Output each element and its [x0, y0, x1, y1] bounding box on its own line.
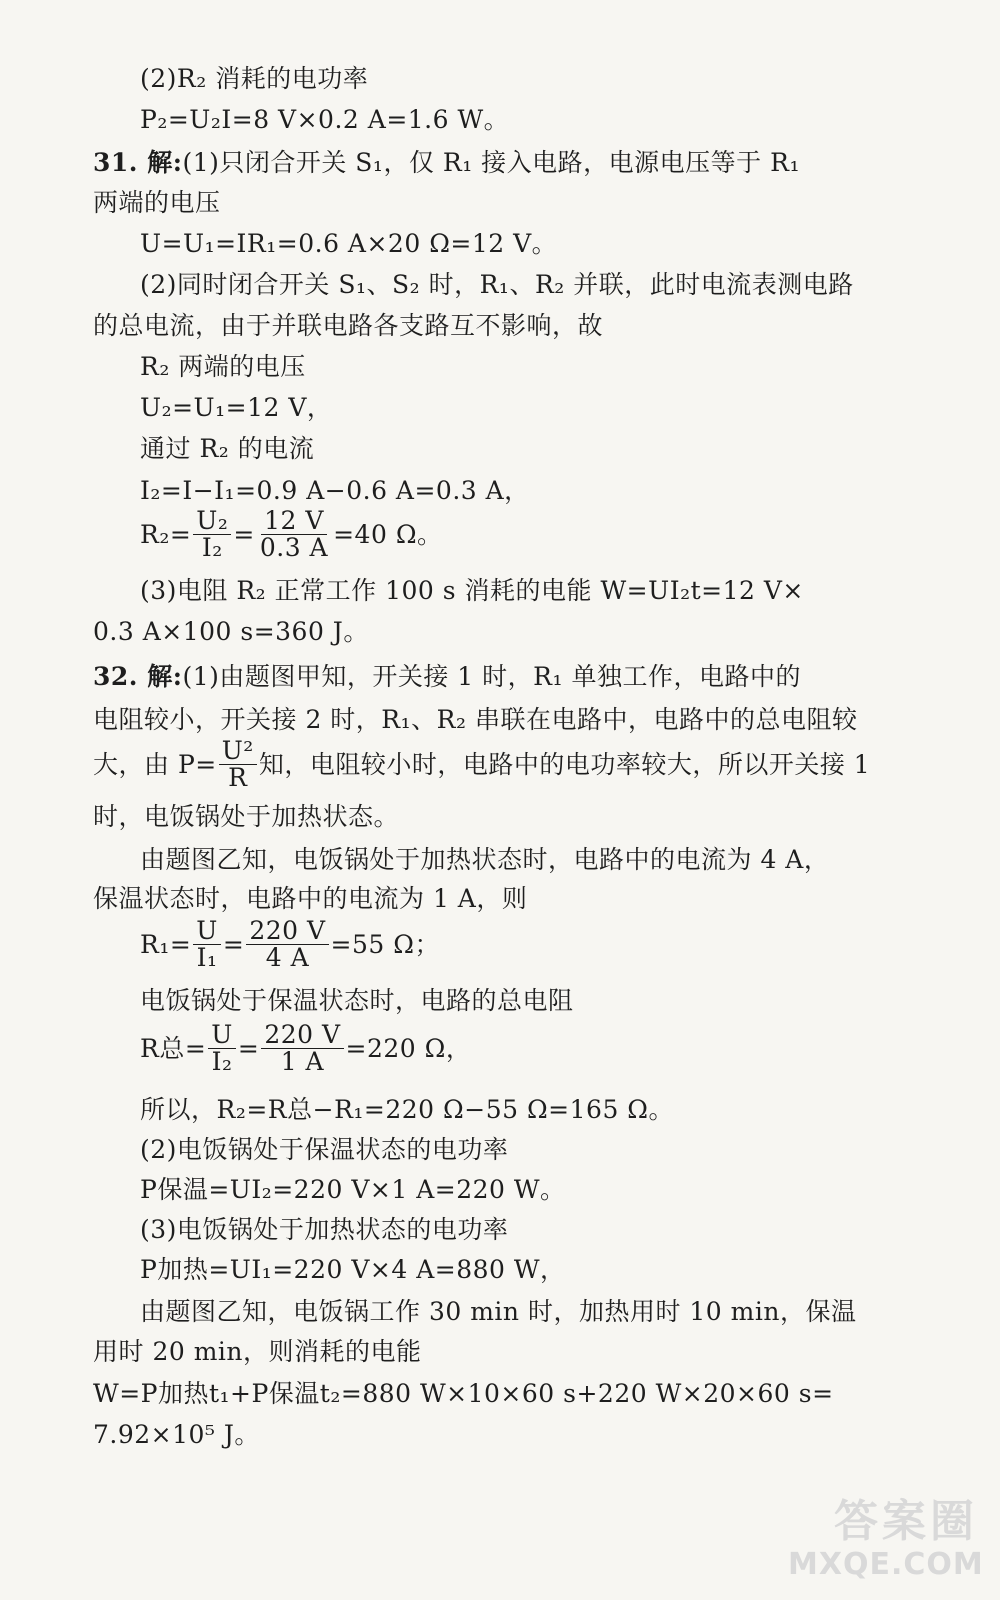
- formula-text: R₁=: [140, 929, 192, 959]
- fraction: [193, 918, 221, 971]
- text-line: (2)R₂ 消耗的电功率: [140, 64, 369, 93]
- formula-text: R总=: [140, 1033, 207, 1063]
- formula-text: =55 Ω；: [330, 929, 440, 959]
- text-line: P₂=U₂I=8 V×0.2 A=1.6 W。: [140, 105, 510, 134]
- watermark-logo-text: 答案圈: [834, 1496, 978, 1547]
- text-line: R₂ 两端的电压: [140, 352, 306, 381]
- fraction: [246, 918, 328, 971]
- formula-text: =: [222, 929, 245, 959]
- numerator: 12 V: [261, 508, 327, 535]
- watermark-logo: [788, 1496, 984, 1588]
- formula-text: 大，由 P=: [93, 749, 217, 779]
- text-line: 两端的电压: [93, 188, 221, 217]
- denominator: 0.3 A: [259, 533, 329, 562]
- question-31-line: [93, 146, 800, 180]
- text-line: I₂=I−I₁=0.9 A−0.6 A=0.3 A，: [140, 476, 530, 505]
- denominator: I₁: [196, 943, 218, 972]
- text-line: P加热=UI₁=220 V×4 A=880 W，: [140, 1255, 566, 1284]
- formula-text: =40 Ω。: [333, 519, 443, 549]
- text-line: 通过 R₂ 的电流: [140, 434, 315, 463]
- fraction: [208, 1022, 236, 1075]
- text-span: (1)只闭合开关 S₁，仅 R₁ 接入电路，电源电压等于 R₁: [182, 148, 800, 177]
- formula-text: =220 Ω，: [345, 1033, 472, 1063]
- watermark-url: MXQE.COM: [788, 1547, 984, 1582]
- text-line: 所以，R₂=R总−R₁=220 Ω−55 Ω=165 Ω。: [140, 1095, 675, 1124]
- text-line: 用时 20 min，则消耗的电能: [93, 1337, 422, 1366]
- formula-power: [93, 738, 870, 791]
- formula-r2: [140, 508, 443, 561]
- formula-r1: [140, 918, 440, 971]
- text-line: (2)同时闭合开关 S₁、S₂ 时，R₁、R₂ 并联，此时电流表测电路: [140, 270, 854, 299]
- question-number: 32. 解:: [93, 662, 183, 691]
- text-span: (1)由题图甲知，开关接 1 时，R₁ 单独工作，电路中的: [182, 662, 801, 691]
- text-line: (2)电饭锅处于保温状态的电功率: [140, 1135, 509, 1164]
- denominator: I₂: [201, 533, 223, 562]
- fraction: [193, 508, 231, 561]
- text-line: 7.92×10⁵ J。: [93, 1420, 260, 1449]
- text-line: (3)电阻 R₂ 正常工作 100 s 消耗的电能 W=UI₂t=12 V×: [140, 576, 804, 605]
- question-32-line: [93, 660, 801, 694]
- formula-text: =: [233, 519, 255, 549]
- denominator: R: [228, 763, 248, 792]
- text-line: 保温状态时，电路中的电流为 1 A，则: [93, 884, 528, 913]
- numerator: U: [193, 918, 221, 945]
- text-line: 电阻较小，开关接 2 时，R₁、R₂ 串联在电路中，电路中的总电阻较: [93, 705, 858, 734]
- denominator: I₂: [211, 1047, 233, 1076]
- denominator: 1 A: [280, 1047, 325, 1076]
- numerator: U: [208, 1022, 236, 1049]
- text-line: W=P加热t₁+P保温t₂=880 W×10×60 s+220 W×20×60 s=: [93, 1379, 834, 1408]
- formula-text: R₂=: [140, 519, 192, 549]
- formula-rtotal: [140, 1022, 471, 1075]
- numerator: 220 V: [246, 918, 328, 945]
- text-line: 电饭锅处于保温状态时，电路的总电阻: [140, 986, 574, 1015]
- text-line: (3)电饭锅处于加热状态的电功率: [140, 1215, 509, 1244]
- formula-text: =: [237, 1033, 260, 1063]
- numerator: U²: [219, 738, 257, 765]
- text-line: U₂=U₁=12 V，: [140, 393, 333, 422]
- fraction: [257, 508, 331, 561]
- text-line: 的总电流，由于并联电路各支路互不影响，故: [93, 311, 604, 340]
- fraction: [219, 738, 257, 791]
- text-line: 由题图乙知，电饭锅工作 30 min 时，加热用时 10 min，保温: [140, 1297, 857, 1326]
- text-line: 由题图乙知，电饭锅处于加热状态时，电路中的电流为 4 A，: [140, 845, 830, 874]
- text-line: 时，电饭锅处于加热状态。: [93, 802, 400, 831]
- text-line: U=U₁=IR₁=0.6 A×20 Ω=12 V。: [140, 229, 558, 258]
- numerator: 220 V: [261, 1022, 343, 1049]
- text-line: 0.3 A×100 s=360 J。: [93, 617, 369, 646]
- formula-text: 知，电阻较小时，电路中的电功率较大，所以开关接 1: [258, 749, 871, 779]
- denominator: 4 A: [265, 943, 310, 972]
- fraction: [261, 1022, 343, 1075]
- question-number: 31. 解:: [93, 148, 183, 177]
- numerator: U₂: [193, 508, 231, 535]
- text-line: P保温=UI₂=220 V×1 A=220 W。: [140, 1175, 566, 1204]
